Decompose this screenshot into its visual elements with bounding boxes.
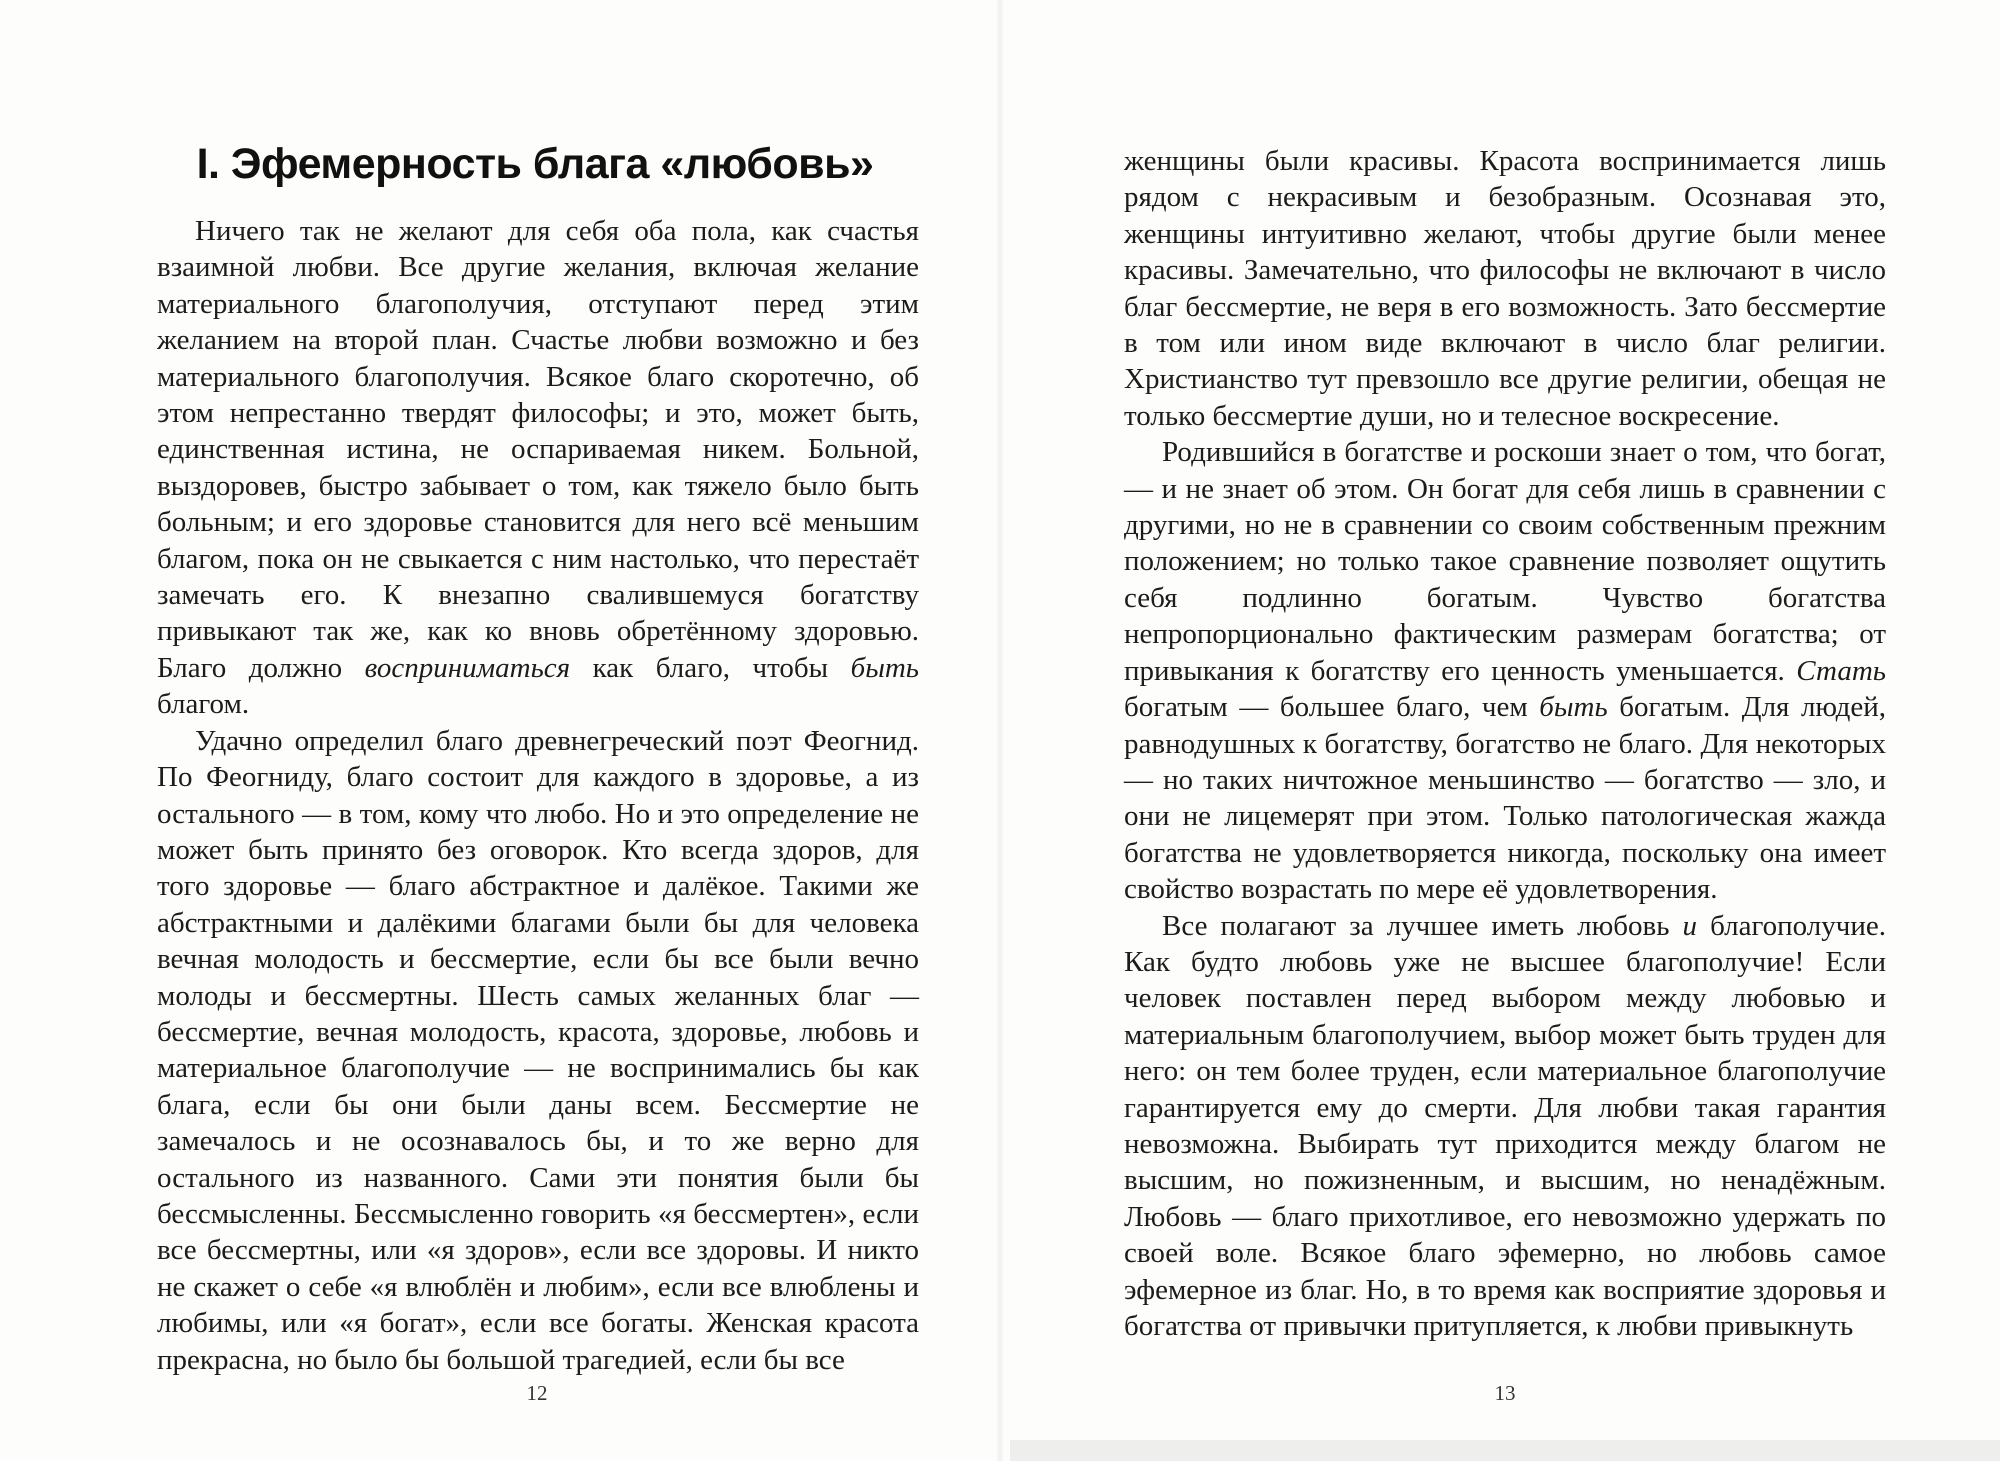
paragraph xyxy=(1124,143,1886,434)
paragraph xyxy=(157,723,919,1378)
chapter-heading: I. Эфемерность блага «любовь» xyxy=(196,140,874,188)
text-run: Все полагают за лучшее иметь любовь xyxy=(1162,909,1683,942)
page-edge-shadow xyxy=(1010,1440,2000,1461)
page-number-right: 13 xyxy=(1494,1381,1516,1405)
text-run: богатым — большее благо, чем xyxy=(1124,691,1540,724)
text-run: богатым. Для людей, равнодушных к богатству, богатство не благо. Для некоторых — но таких ничтожное меньшинство — богатство — зло, и они не лицемерят при этом. Только патологическая жажда богатства не удовлетворяется никогда, поскольку она имеет свойство возрастать по мере её удовлетворения. xyxy=(1124,691,1887,906)
text-run: женщины были красивы. Красота воспринимается лишь рядом с некрасивым и безобразным. Осознавая это, женщины интуитивно желают, чтобы другие были менее красивы. Замечательно, что философы не включают в число благ бессмертие, не веря в его возможность. Зато бессмертие в том или ином виде включают в число благ религии. Христианство тут превзошло все другие религии, обещая не только бессмертие души, но и телесное воскресение. xyxy=(1124,145,1886,432)
paragraph xyxy=(157,213,919,723)
left-page-text xyxy=(157,213,919,1378)
text-run: благом. xyxy=(157,688,250,721)
italic-emphasis: быть xyxy=(1539,691,1608,724)
text-run: Удачно определил благо древнегреческий поэт Феогнид. По Феогниду, благо состоит для каждого в здоровье, а из остального — в том, кому что любо. Но и это определение не может быть принято без оговорок. Кто всегда здоров, для того здоровье — благо абстрактное и далёкое. Такими же абстрактными и далёкими благами были бы для человека вечная молодость и бессмертие, если бы все были вечно молоды и бессмертны. Шесть самых желанных благ — бессмертие, вечная молодость, красота, здоровье, любовь и материальное благополучие — не воспринимались бы как блага, если бы они были даны всем. Бессмертие не замечалось и не осознавалось бы, и то же верно для остального из названного. Сами эти понятия были бы бессмысленны. Бессмысленно говорить «я бессмертен», если все бессмертны, или «я здоров», если все здоровы. И никто не скажет о себе «я влюблён и любим», если все влюблены и любимы, или «я богат», если все богаты. Женская красота прекрасна, но было бы большой трагедией, если бы все xyxy=(157,724,919,1376)
italic-emphasis: Стать xyxy=(1796,654,1886,687)
text-run: Родившийся в богатстве и роскоши знает о том, что богат, — и не знает об этом. Он богат для себя лишь в сравнении с другими, но не в сравнении со своим собственным прежним положением; но только такое сравнение позволяет ощутить себя подлинно богатым. Чувство богатства непропорционально фактическим размерам богатства; от привыкания к богатству его ценность уменьшается. xyxy=(1124,436,1886,687)
text-run: как благо, чтобы xyxy=(570,651,851,684)
paragraph xyxy=(1124,908,1886,1345)
right-page xyxy=(1000,0,2000,1461)
page-number-left: 12 xyxy=(526,1381,548,1405)
italic-emphasis: и xyxy=(1682,909,1698,942)
right-page-text xyxy=(1124,143,1886,1344)
text-run: Ничего так не желают для себя оба пола, как счастья взаимной любви. Все другие желания, включая желание материального благополучия, отступают перед этим желанием на второй план. Счастье любви возможно и без материального благополучия. Всякое благо скоротечно, об этом непрестанно твердят философы; и это, может быть, единственная истина, не оспариваемая никем. Больной, выздоровев, быстро забывает о том, как тяжело было быть больным; и его здоровье становится для него всё меньшим благом, пока он не свыкается с ним настолько, что перестаёт замечать его. К внезапно свалившемуся богатству привыкают так же, как ко вновь обретённому здоровью. Благо должно xyxy=(157,215,919,684)
text-run: благополучие. Как будто любовь уже не высшее благополучие! Если человек поставлен перед выбором между любовью и материальным благополучием, выбор может быть труден для него: он тем более труден, если материальное благополучие гарантируется ему до смерти. Для любви такая гарантия невозможна. Выбирать тут приходится между благом не высшим, но пожизненным, и высшим, но ненадёжным. Любовь — благо прихотливое, его невозможно удержать по своей воле. Всякое благо эфемерно, но любовь самое эфемерное из благ. Но, в то время как восприятие здоровья и богатства от привычки притупляется, к любви привыкнуть xyxy=(1124,909,1886,1342)
paragraph xyxy=(1124,434,1886,907)
italic-emphasis: восприниматься xyxy=(364,651,571,684)
italic-emphasis: быть xyxy=(850,651,919,684)
